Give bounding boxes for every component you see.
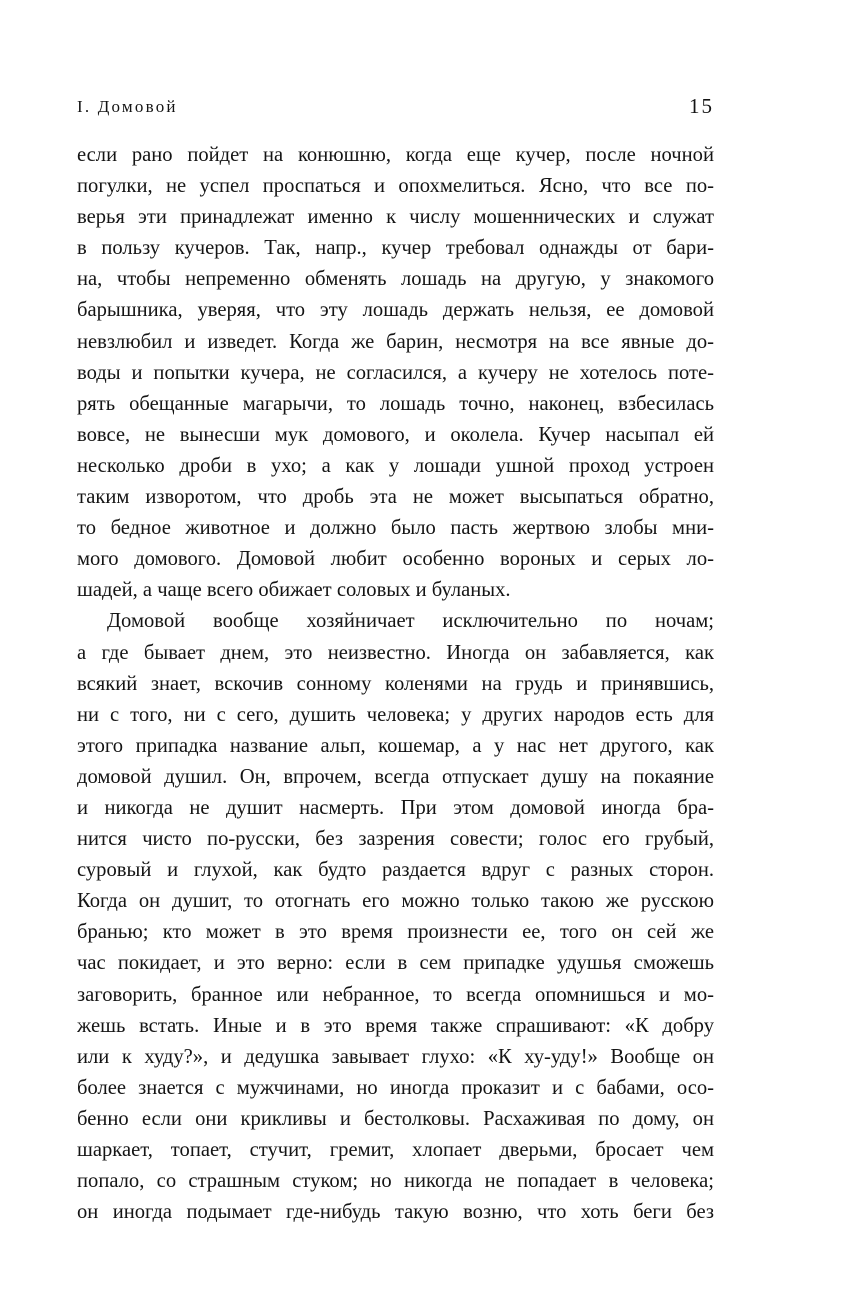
text-line: суровый и глухой, как будто раздается вдруг с разных сторон. (77, 859, 714, 882)
text-line: таким изворотом, что дробь эта не может высыпаться обратно, (77, 486, 714, 509)
text-line: верья эти принадлежат именно к числу мошеннических и служат (77, 206, 714, 229)
text-line: то бедное животное и должно было пасть жертвою злобы мни- (77, 517, 714, 540)
text-line: в пользу кучеров. Так, напр., кучер требовал однажды от бари- (77, 237, 714, 260)
text-line: погулки, не успел проспаться и опохмелиться. Ясно, что все по- (77, 175, 714, 198)
text-line: более знается с мужчинами, но иногда проказит и с бабами, осо- (77, 1076, 714, 1099)
chapter-title: I. Домовой (77, 97, 178, 116)
text-line: Домовой вообще хозяйничает исключительно по ночам; (107, 610, 714, 633)
text-line: этого припадка название альп, кошемар, а у нас нет другого, как (77, 734, 714, 757)
text-line: вовсе, не вынесши мук домового, и околела. Кучер насыпал ей (77, 423, 714, 446)
text-line: час покидает, и это верно: если в сем припадке удушья сможешь (77, 952, 714, 975)
text-line: шаркает, топает, стучит, гремит, хлопает дверьми, бросает чем (77, 1139, 714, 1161)
text-line: мого домового. Домовой любит особенно вороных и серых ло- (77, 548, 714, 571)
text-line: заговорить, бранное или небранное, то всегда опомнишься и мо- (77, 983, 714, 1006)
text-line: на, чтобы непременно обменять лошадь на другую, у знакомого (77, 268, 714, 291)
text-line: всякий знает, вскочив сонному коленями на грудь и принявшись, (77, 672, 714, 695)
text-line: он иногда подымает где-нибудь такую возню, что хоть беги без (77, 1201, 714, 1224)
text-line: ни с того, ни с сего, душить человека; у других народов есть для (77, 703, 714, 726)
text-line: Когда он душит, то отогнать его можно только такою же русскою (77, 890, 714, 913)
text-line: шадей, а чаще всего обижает соловых и буланых. (77, 579, 511, 602)
text-line: рять обещанные магарычи, то лошадь точно, наконец, взбесилась (77, 392, 714, 415)
text-line: жешь встать. Иные и в это время также спрашивают: «К добру (77, 1014, 714, 1037)
text-line: невзлюбил и изведет. Когда же барин, несмотря на все явные до- (77, 330, 714, 353)
paragraph (77, 140, 714, 606)
running-head (77, 94, 714, 124)
paragraph (77, 606, 714, 1228)
text-line: если рано пойдет на конюшню, когда еще кучер, после ночной (77, 144, 714, 166)
text-line: и никогда не душит насмерть. При этом домовой иногда бра- (77, 796, 714, 819)
text-line: или к худу?», и дедушка завывает глухо: «К ху-уду!» Вообще он (77, 1045, 714, 1068)
text-line: нится чисто по-русски, без зазрения совести; голос его грубый, (77, 828, 714, 851)
text-line: домовой душил. Он, впрочем, всегда отпускает душу на покаяние (77, 765, 714, 788)
text-line: а где бывает днем, это неизвестно. Иногда он забавляется, как (77, 641, 714, 664)
text-line: барышника, уверяя, что эту лошадь держать нельзя, ее домовой (77, 299, 714, 322)
text-line: бранью; кто может в это время произнести ее, того он сей же (77, 921, 714, 944)
text-line: попало, со страшным стуком; но никогда не попадает в человека; (77, 1170, 714, 1193)
text-line: бенно если они крикливы и бестолковы. Расхаживая по дому, он (77, 1107, 714, 1130)
page-number: 15 (689, 94, 714, 118)
text-line: несколько дроби в ухо; а как у лошади ушной проход устроен (77, 454, 714, 477)
body-text (77, 140, 714, 1228)
text-line: воды и попытки кучера, не согласился, а кучеру не хотелось поте- (77, 361, 714, 384)
